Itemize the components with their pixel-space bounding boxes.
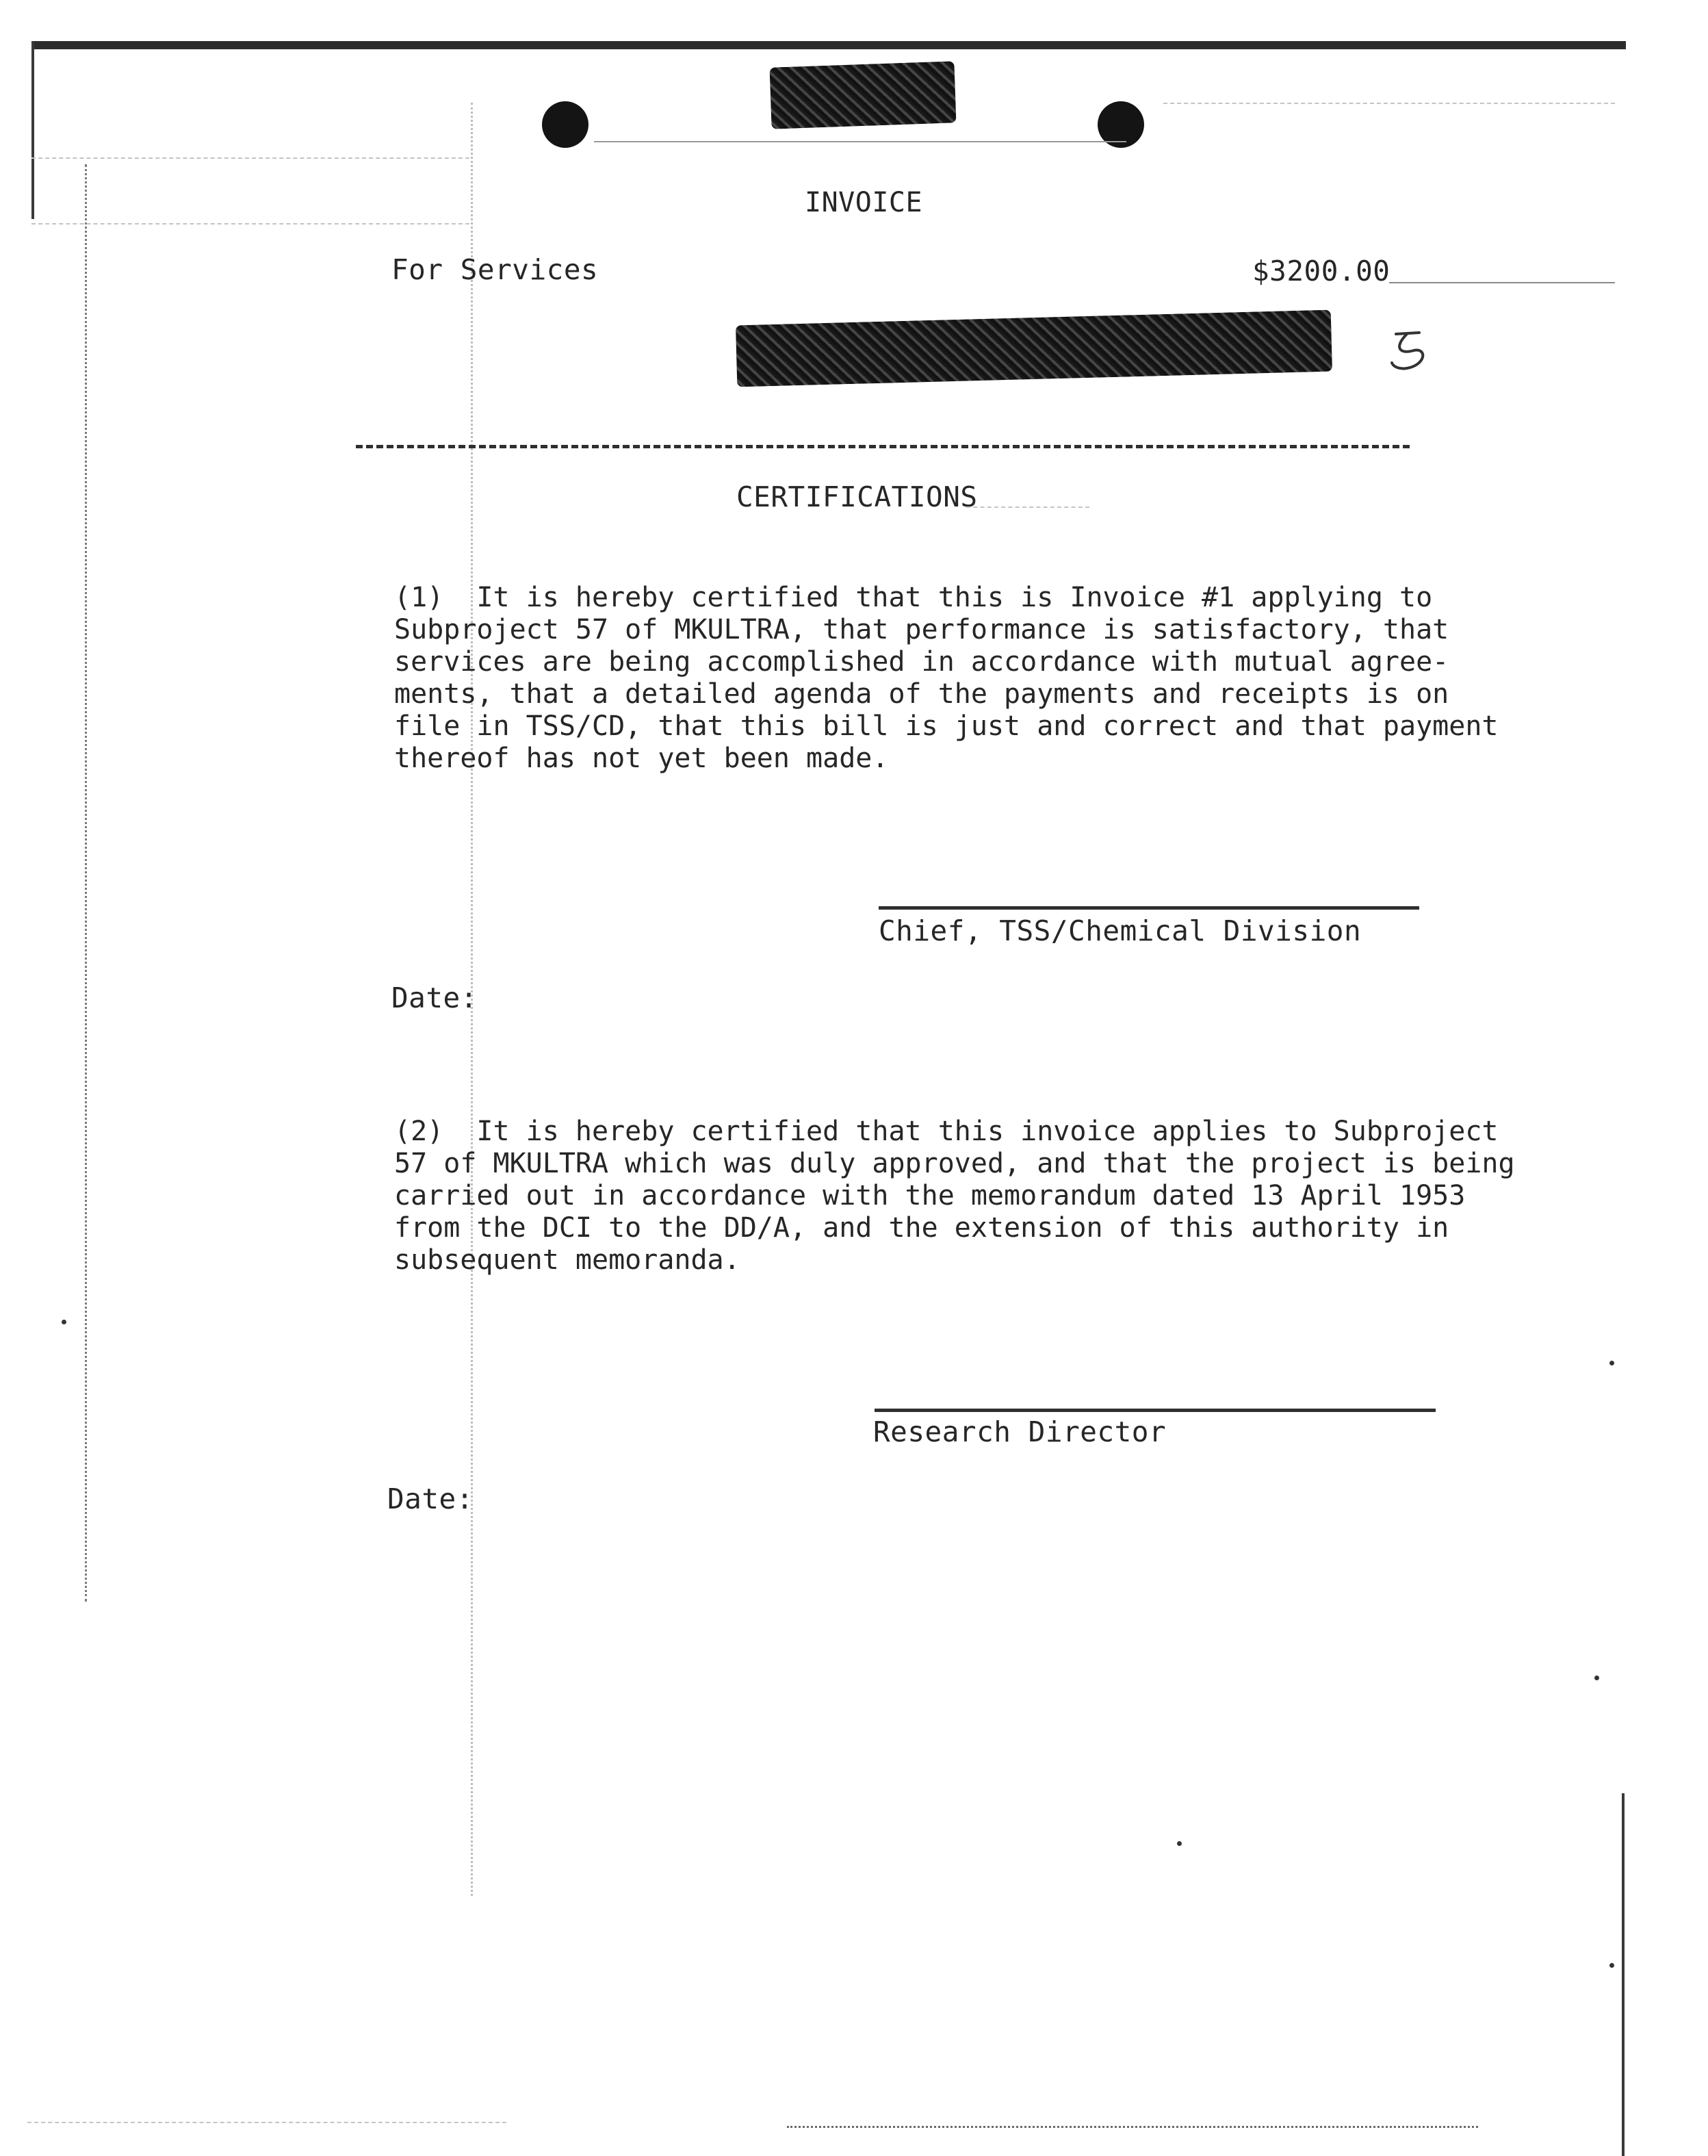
scan-right-border [1622, 1793, 1625, 2156]
scan-bottom-dots [787, 2126, 1478, 2128]
services-label: For Services [391, 253, 599, 286]
cert1-line: services are being accomplished in accordance with mutual agree- [394, 646, 1449, 678]
cert1-line: (1) It is hereby certified that this is Invoice #1 applying to [394, 582, 1433, 613]
scan-speck [62, 1320, 66, 1324]
scan-left-border [31, 41, 34, 219]
signature-line-chief [879, 906, 1419, 910]
scan-speck [1594, 1676, 1599, 1680]
cert1-line: ments, that a detailed agenda of the payments and receipts is on [394, 678, 1449, 710]
cert2-line: from the DCI to the DD/A, and the extension of this authority in [394, 1212, 1449, 1244]
cert2-line: (2) It is hereby certified that this invoice applies to Subproject [394, 1116, 1499, 1147]
scan-left-dotted-margin [85, 164, 87, 1602]
cert2-line: subsequent memoranda. [394, 1244, 740, 1276]
scan-faint-line [31, 157, 469, 159]
redaction-block [736, 310, 1332, 387]
scan-top-border [31, 41, 1626, 49]
redaction-block [770, 61, 957, 129]
signer-research: Research Director [873, 1415, 1167, 1448]
scan-speck [1609, 1361, 1614, 1365]
certifications-heading: CERTIFICATIONS [736, 480, 978, 513]
amount-underline [1389, 282, 1615, 283]
invoice-title: INVOICE [805, 187, 923, 218]
handwritten-initial-icon [1386, 327, 1434, 375]
cert1-line: file in TSS/CD, that this bill is just and correct and that payment [394, 710, 1499, 742]
scan-faint-line [1163, 103, 1615, 104]
scan-faint-line [966, 506, 1089, 508]
scan-speck [1177, 1841, 1182, 1846]
cert1-line: thereof has not yet been made. [394, 743, 889, 774]
punch-hole-left [542, 101, 588, 148]
cert1-line: Subproject 57 of MKULTRA, that performance is satisfactory, that [394, 614, 1449, 645]
scan-faint-line [31, 223, 469, 224]
scan-faint-line [27, 2122, 506, 2123]
services-amount: $3200.00 [1252, 255, 1390, 287]
cert2-line: 57 of MKULTRA which was duly approved, and that the project is being [394, 1148, 1515, 1179]
signature-line-research [875, 1409, 1436, 1412]
date-label-2: Date: [387, 1483, 474, 1515]
scan-speck [1609, 1963, 1614, 1968]
header-rule [594, 141, 1126, 142]
cert2-line: carried out in accordance with the memorandum dated 13 April 1953 [394, 1180, 1466, 1211]
section-separator [356, 445, 1410, 448]
signer-chief: Chief, TSS/Chemical Division [879, 914, 1362, 947]
date-label-1: Date: [391, 981, 478, 1014]
